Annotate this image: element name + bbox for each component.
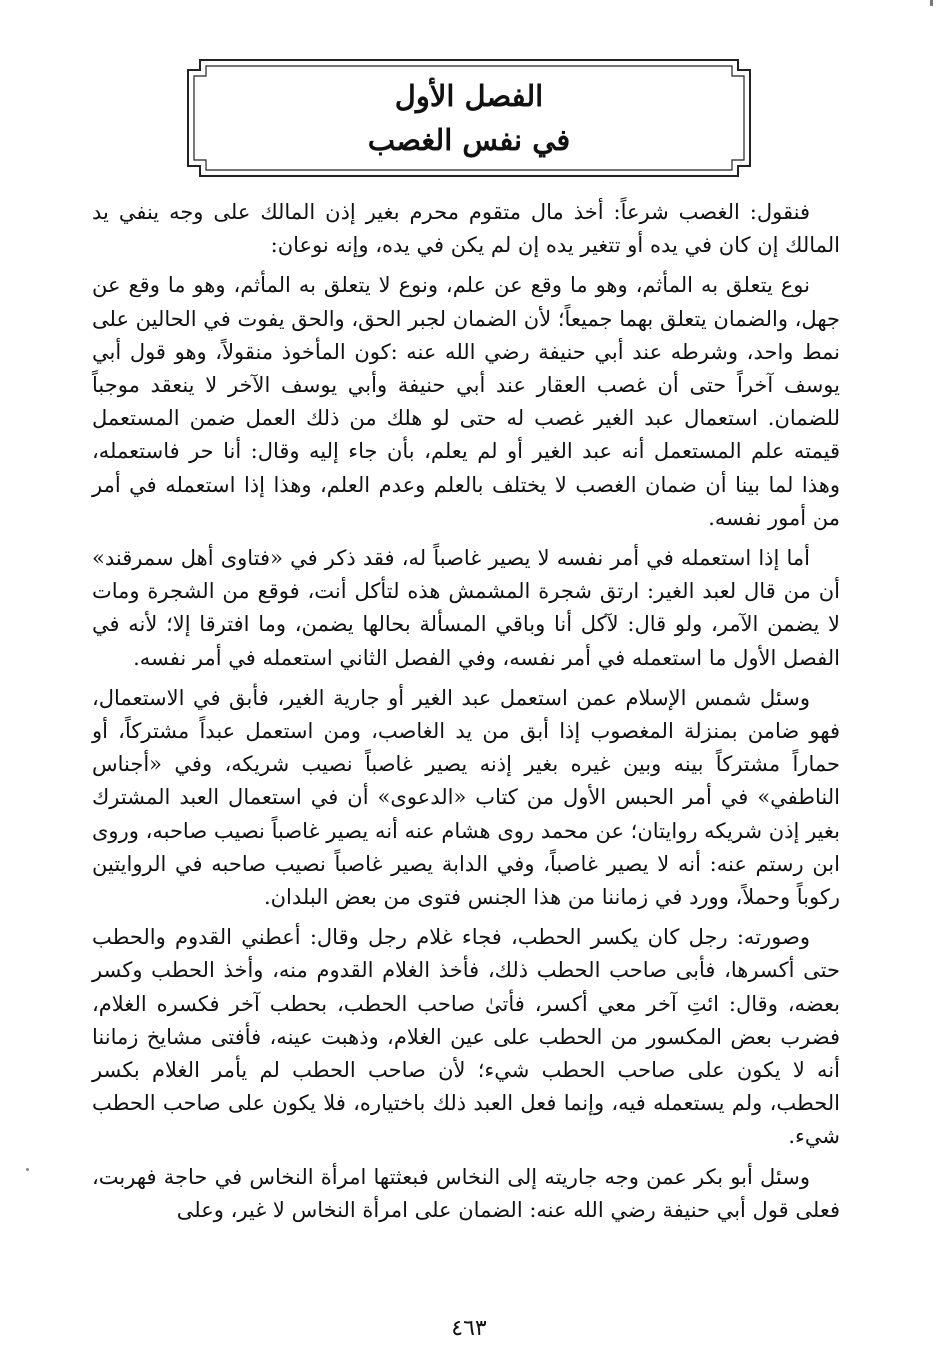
paragraph-abu-bakr: وسئل أبو بكر عمن وجه جاريته إلى النخاس فبعثتها امرأة النخاس في حاجة فهربت، فعلى قول أبي حنيفة رضي الله عنه: الضمان على امرأة النخاس لا غير، وعلى (92, 1164, 840, 1222)
chapter-title-main: الفصل الأول (394, 79, 544, 113)
scan-corner-mark (930, 0, 933, 6)
paragraph-own-affair: أما إذا استعمله في أمر نفسه لا يصير غاصباً له، فقد ذكر في «فتاوى أهل سمرقند» أن من قال لعبد الغير: ارتق شجرة المشمش هذه لتأكل أنت، فوقع من الشجرة ومات لا يضمن الآمر، ولو قال: لآكل أنا وباقي المسألة بحالها يضمن، وما افترقا إلا؛ لأنه في الفصل الأول ما استعمله في أمر نفسه، وفي الفصل الثاني استعمله في أمر نفسه. (92, 546, 840, 670)
chapter-title-subtitle: في نفس الغصب (367, 123, 571, 157)
body-text (92, 196, 840, 1234)
page-number: ٤٦٣ (451, 1316, 487, 1341)
chapter-title-frame (178, 58, 760, 178)
paragraph-definition: فنقول: الغصب شرعاً: أخذ مال متقوم محرم بغير إذن المالك على وجه ينفي يد المالك إن كان في يده أو تتغير يده إن لم يكن في يده، وإنه نوعان: (92, 200, 840, 258)
paragraph-types: نوع يتعلق به المأثم، وهو ما وقع عن علم، ونوع لا يتعلق به المأثم، وهو ما وقع عن جهل، والضمان يتعلق بهما جميعاً؛ لأن الضمان لجبر الحق، والحق يفوت في الحالين على نمط واحد، وشرطه عند أبي حنيفة رضي الله عنه :كون المأخوذ منقولاً، وهو قول أبي يوسف آخراً حتى أن غصب العقار عند أبي حنيفة وأبي يوسف الآخر لا ينعقد موجباً للضمان. استعمال عبد الغير غصب له حتى لو هلك من ذلك العمل ضمن المستعمل قيمته علم المستعمل أنه عبد الغير أو لم يعلم، بأن جاء إليه وقال: أنا حر فاستعمله، وهذا لما بينا أن ضمان الغصب لا يختلف بالعلم وعدم العلم، وهذا إذا استعمله في أمر من أمور نفسه. (92, 273, 840, 530)
chapter-title (178, 58, 760, 178)
margin-mark (26, 1168, 29, 1171)
paragraph-firewood-case: وصورته: رجل كان يكسر الحطب، فجاء غلام رجل وقال: أعطني القدوم والحطب حتى أكسرها، فأبى صاحب الحطب ذلك، فأخذ الغلام القدوم منه، وأخذ الحطب وكسر بعضه، وقال: ائتِ آخر معي أكسر، فأتىٰ صاحب الحطب، بحطب آخر فكسره الغلام، فضرب بعض المكسور من الحطب على عين الغلام، وذهبت عينه، فأفتى مشايخ زماننا أنه لا يكون على صاحب الحطب شيء؛ لأن صاحب الحطب لم يأمر الغلام بكسر الحطب، ولم يستعمله فيه، وإنما فعل العبد ذلك باختياره، فلا يكون على صاحب الحطب شيء. (92, 925, 840, 1149)
paragraph-shams-al-islam: وسئل شمس الإسلام عمن استعمل عبد الغير أو جارية الغير، فأبق في الاستعمال، فهو ضامن بمنزلة المغصوب إذا أبق من يد الغاصب، ومن استعمل عبداً مشتركاً، أو حماراً مشتركاً بينه وبين غيره بغير إذنه يصير غاصباً نصيب شريكه، وفي «أجناس الناطفي» في أمر الحبس الأول من كتاب «الدعوى» أن في استعمال العبد المشترك بغير إذن شريكه روايتان؛ عن محمد روى هشام عنه أنه يصير غاصباً نصيب صاحبه، وروى ابن رستم عنه: أنه لا يصير غاصباً، وفي الدابة يصير غاصباً نصيب صاحبه في الروايتين ركوباً وحملاً، وورد في زماننا من هذا الجنس فتوى من بعض البلدان. (92, 685, 840, 910)
